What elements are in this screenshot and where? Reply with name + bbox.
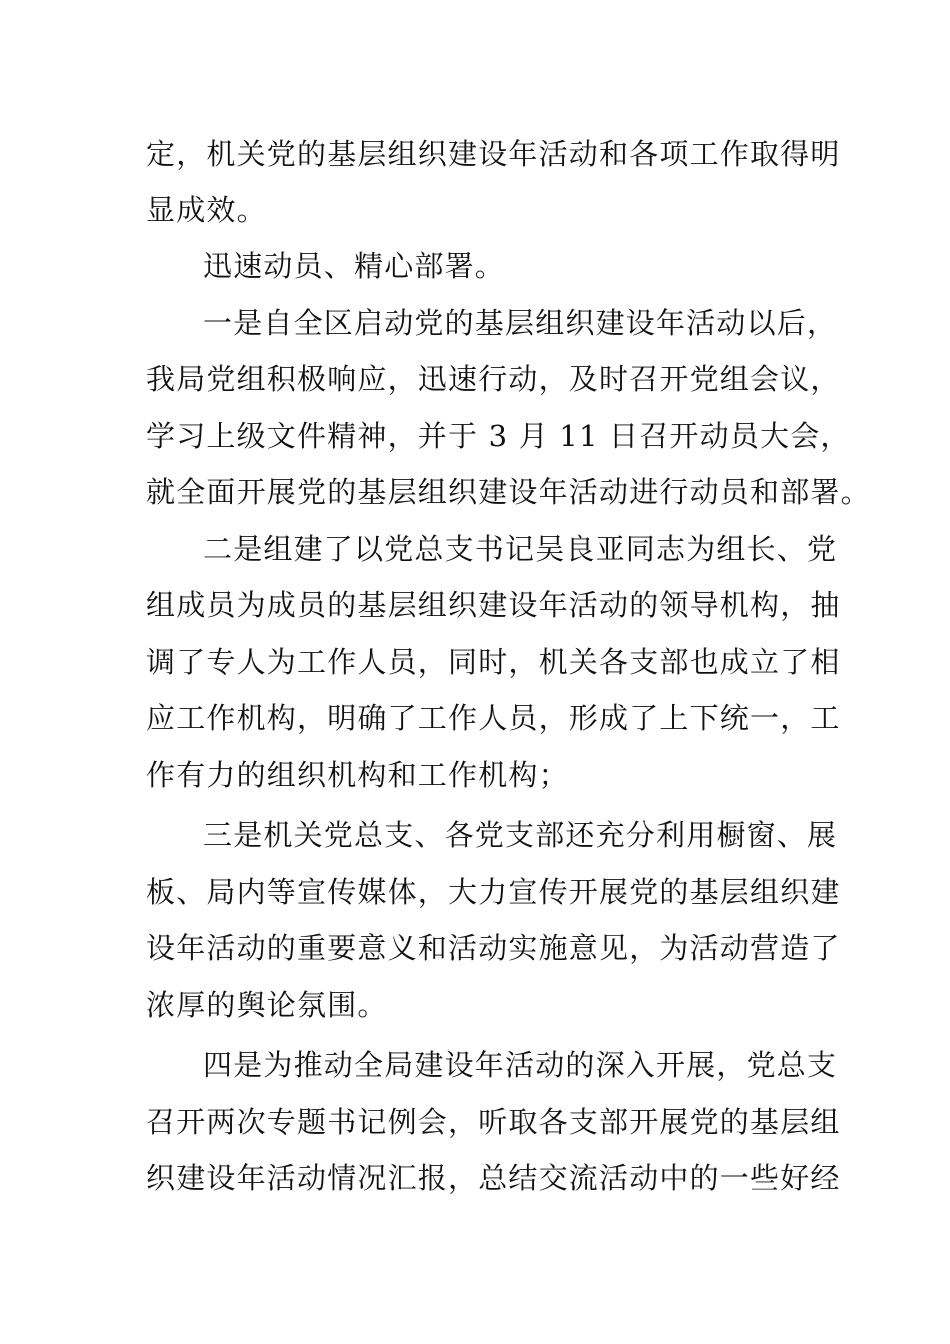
text-line: 应工作机构，明确了工作人员，形成了上下统一，工 bbox=[146, 701, 841, 735]
text-line: 三是机关党总支、各党支部还充分利用橱窗、展 bbox=[203, 818, 838, 852]
text-line: 我局党组积极响应，迅速行动，及时召开党组会议， bbox=[146, 362, 841, 396]
text-line: 显成效。 bbox=[146, 193, 267, 227]
text-line: 一是自全区启动党的基层组织建设年活动以后， bbox=[203, 306, 838, 340]
text-line: 四是为推动全局建设年活动的深入开展，党总支 bbox=[203, 1048, 838, 1082]
text-line: 组成员为成员的基层组织建设年活动的领导机构，抽 bbox=[146, 588, 841, 622]
text-line: 织建设年活动情况汇报，总结交流活动中的一些好经 bbox=[146, 1161, 841, 1195]
text-line: 召开两次专题书记例会，听取各支部开展党的基层组 bbox=[146, 1105, 841, 1139]
text-line: 学习上级文件精神，并于 3 月 11 日召开动员大会， bbox=[146, 419, 851, 453]
text-line: 作有力的组织机构和工作机构； bbox=[146, 758, 569, 792]
text-line: 调了专人为工作人员，同时，机关各支部也成立了相 bbox=[146, 645, 841, 679]
text-line: 二是组建了以党总支书记吴良亚同志为组长、党 bbox=[203, 532, 838, 566]
text-line: 定，机关党的基层组织建设年活动和各项工作取得明 bbox=[146, 137, 841, 171]
text-line: 设年活动的重要意义和活动实施意见，为活动营造了 bbox=[146, 931, 841, 965]
text-line: 板、局内等宣传媒体，大力宣传开展党的基层组织建 bbox=[146, 875, 841, 909]
text-line: 浓厚的舆论氛围。 bbox=[146, 988, 388, 1022]
text-line: 就全面开展党的基层组织建设年活动进行动员和部署。 bbox=[146, 475, 871, 509]
paragraph-heading: 迅速动员、精心部署。 bbox=[203, 249, 506, 283]
